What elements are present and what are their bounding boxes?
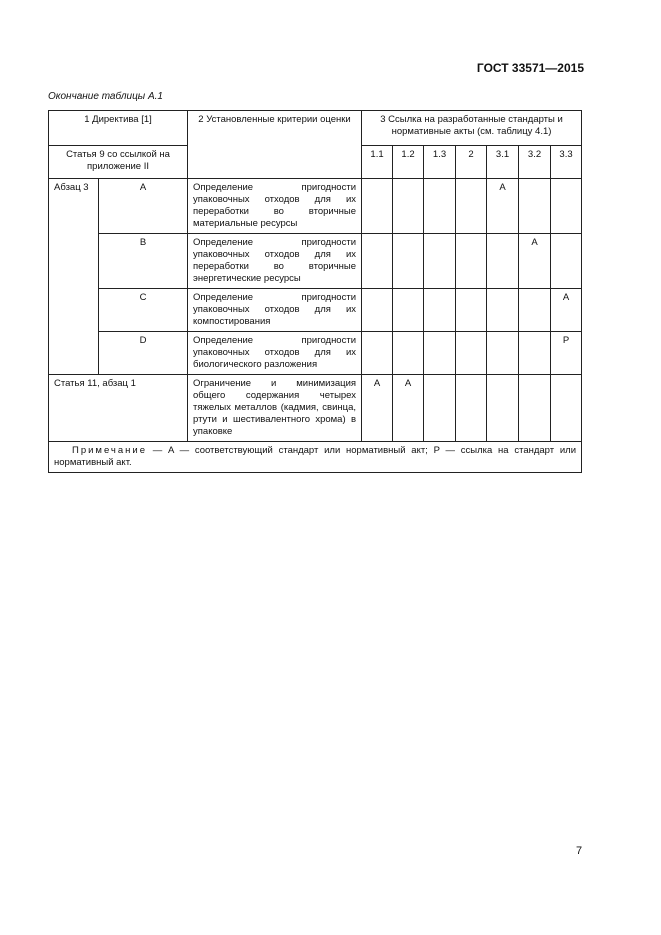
mark-cell	[393, 289, 424, 332]
mark-cell	[393, 332, 424, 375]
mark-cell	[424, 289, 456, 332]
table-row	[49, 179, 582, 234]
mark-cell	[424, 234, 456, 289]
mark-cell: A	[362, 375, 393, 442]
subcol-header: 1.3	[424, 146, 456, 179]
mark-cell	[393, 179, 424, 234]
mark-cell: A	[519, 234, 551, 289]
mark-cell	[424, 179, 456, 234]
document-code: ГОСТ 33571—2015	[476, 61, 584, 75]
subcol-header: 3.2	[519, 146, 551, 179]
table-row	[49, 332, 582, 375]
mark-cell	[519, 179, 551, 234]
mark-cell	[456, 179, 487, 234]
page-number: 7	[576, 845, 583, 857]
mark-cell	[519, 375, 551, 442]
mark-cell	[362, 179, 393, 234]
mark-cell	[487, 234, 519, 289]
subcol-header: 3.1	[487, 146, 519, 179]
item-cell: A	[99, 179, 188, 234]
subcol-header: 1.2	[393, 146, 424, 179]
assessment-table	[48, 110, 582, 473]
mark-cell: A	[393, 375, 424, 442]
mark-cell	[456, 234, 487, 289]
item-cell: D	[99, 332, 188, 375]
item-cell: C	[99, 289, 188, 332]
criterion-cell: Определение пригодности упаковочных отходов для их переработки во вторичные энергетические ресурсы	[188, 234, 362, 289]
mark-cell: A	[551, 289, 582, 332]
item-cell: B	[99, 234, 188, 289]
mark-cell	[362, 234, 393, 289]
mark-cell	[487, 289, 519, 332]
mark-cell	[456, 332, 487, 375]
mark-cell	[519, 332, 551, 375]
criteria-header: 2 Установленные критерии оценки	[188, 111, 362, 179]
mark-cell	[551, 375, 582, 442]
mark-cell: P	[551, 332, 582, 375]
table-row	[49, 289, 582, 332]
criterion-cell: Ограничение и минимизация общего содержания четырех тяжелых металлов (кадмия, свинца, ртути и шестивалентного хрома) в упаковке	[188, 375, 362, 442]
criterion-cell: Определение пригодности упаковочных отходов для их компостирования	[188, 289, 362, 332]
mark-cell	[424, 332, 456, 375]
mark-cell	[551, 179, 582, 234]
table-row	[49, 375, 582, 442]
mark-cell	[487, 332, 519, 375]
article-cell: Статья 11, абзац 1	[49, 375, 188, 442]
note-label: Примечание	[72, 445, 147, 456]
subcol-header: 2	[456, 146, 487, 179]
criterion-cell: Определение пригодности упаковочных отходов для их переработки во вторичные материальные ресурсы	[188, 179, 362, 234]
table-note	[49, 442, 582, 473]
article-subheader: Статья 9 со ссылкой на приложение II	[49, 146, 188, 179]
article-cell: Абзац 3	[49, 179, 99, 375]
mark-cell	[456, 375, 487, 442]
reference-header: 3 Ссылка на разработанные стандарты и нормативные акты (см. таблицу 4.1)	[362, 111, 582, 146]
mark-cell	[519, 289, 551, 332]
table-caption: Окончание таблицы А.1	[48, 91, 163, 102]
subcol-header: 3.3	[551, 146, 582, 179]
mark-cell: A	[487, 179, 519, 234]
mark-cell	[487, 375, 519, 442]
mark-cell	[551, 234, 582, 289]
subcol-header: 1.1	[362, 146, 393, 179]
note-text: — A — соответствующий стандарт или нормативный акт; P — ссылка на стандарт или нормативный акт.	[54, 445, 577, 468]
mark-cell	[456, 289, 487, 332]
mark-cell	[362, 332, 393, 375]
mark-cell	[362, 289, 393, 332]
criterion-cell: Определение пригодности упаковочных отходов для их биологического разложения	[188, 332, 362, 375]
mark-cell	[393, 234, 424, 289]
table-row	[49, 234, 582, 289]
directive-header: 1 Директива [1]	[49, 111, 188, 146]
mark-cell	[424, 375, 456, 442]
